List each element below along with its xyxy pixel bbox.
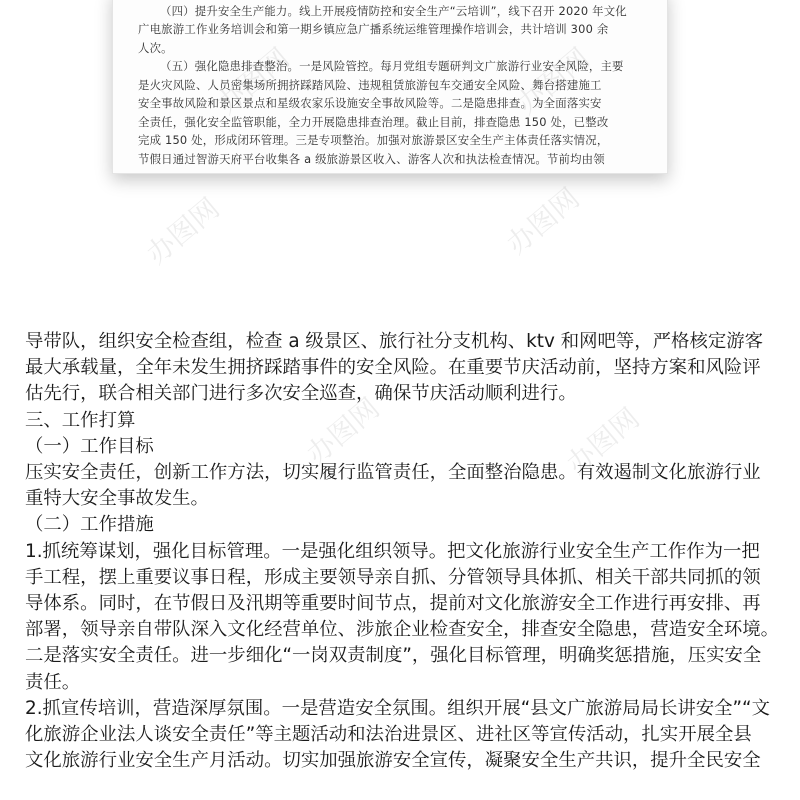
body-line: 导体系。同时，在节假日及汛期等重要时间节点，提前对文化旅游安全工作进行再安排、再 xyxy=(25,593,761,615)
body-line: 文化旅游行业安全生产月活动。切实加强旅游安全宣传，凝聚安全生产共识，提升全民安全 xyxy=(25,750,761,772)
body-line: 最大承载量，全年未发生拥挤踩踏事件的安全风险。在重要节庆活动前，坚持方案和风险评 xyxy=(25,357,761,379)
preview-line: （五）强化隐患排查整治。一是风险管控。每月党组专题研判文广旅游行业安全风险，主要 xyxy=(160,59,624,73)
body-line: 手工程，摆上重要议事日程，形成主要领导亲自抓、分管领导具体抓、相关干部共同抓的领 xyxy=(25,566,761,588)
preview-line: 广电旅游工作业务培训会和第一期乡镇应急广播系统运维管理操作培训会，共计培训 300 余 xyxy=(138,22,609,36)
preview-line: 安全事故风险和景区景点和星级农家乐设施安全事故风险等。二是隐患排查。为全面落实安 xyxy=(138,96,602,110)
preview-text xyxy=(138,0,646,168)
preview-line: 完成 150 处，形成闭环管理。三是专项整治。加强对旅游景区安全生产主体责任落实情况， xyxy=(138,133,609,147)
body-line: 化旅游企业法人谈安全责任”等主题活动和法治进景区、进社区等宣传活动，扎实开展全县 xyxy=(25,724,752,746)
body-line: 重特大安全事故发生。 xyxy=(25,488,209,510)
body-line: 压实安全责任，创新工作方法，切实履行监管责任，全面整治隐患。有效遏制文化旅游行业 xyxy=(25,462,761,484)
subsection-heading: （二）工作措施 xyxy=(25,514,154,536)
preview-line: （四）提升安全生产能力。线上开展疫情防控和安全生产“云培训”，线下召开 2020 年文化 xyxy=(160,3,627,18)
body-line: 二是落实安全责任。进一步细化“一岗双责制度”，强化目标管理，明确奖惩措施，压实安全 xyxy=(25,645,762,667)
subsection-heading: （一）工作目标 xyxy=(25,435,154,457)
watermark: 办图网 xyxy=(560,401,646,481)
section-heading: 三、工作打算 xyxy=(25,409,136,431)
watermark: 办图网 xyxy=(140,191,226,271)
body-line: 导带队，组织安全检查组，检查 a 级景区、旅行社分支机构、ktv 和网吧等，严格核定游客 xyxy=(25,331,764,352)
watermark: 办图网 xyxy=(300,391,386,471)
document-body xyxy=(25,329,785,774)
body-line: 估先行，联合相关部门进行多次安全巡查，确保节庆活动顺利进行。 xyxy=(25,383,577,405)
body-line: 责任。 xyxy=(25,671,81,693)
body-line: 1.抓统筹谋划，强化目标管理。一是强化组织领导。把文化旅游行业安全生产工作作为一把 xyxy=(25,540,760,562)
body-line: 部署，领导亲自带队深入文化经营单位、涉旅企业检查安全，排查安全隐患，营造安全环境。 xyxy=(25,619,780,641)
preview-line: 节假日通过智游天府平台收集各 a 级旅游景区收入、游客人次和执法检查情况。节前均由领 xyxy=(138,151,605,166)
watermark: 办图网 xyxy=(500,181,586,261)
preview-line: 是火灾风险、人员密集场所拥挤踩踏风险、违规租赁旅游包车交通安全风险、舞台搭建施工 xyxy=(138,77,602,92)
preview-line: 全责任，强化安全监管职能，全力开展隐患排查治理。截止目前，排查隐患 150 处，已整改 xyxy=(138,114,609,129)
body-line: 2.抓宣传培训，营造深厚氛围。一是营造安全氛围。组织开展“县文广旅游局局长讲安全”“文 xyxy=(25,697,770,719)
document-page-preview xyxy=(112,0,668,174)
preview-line: 人次。 xyxy=(138,40,173,55)
